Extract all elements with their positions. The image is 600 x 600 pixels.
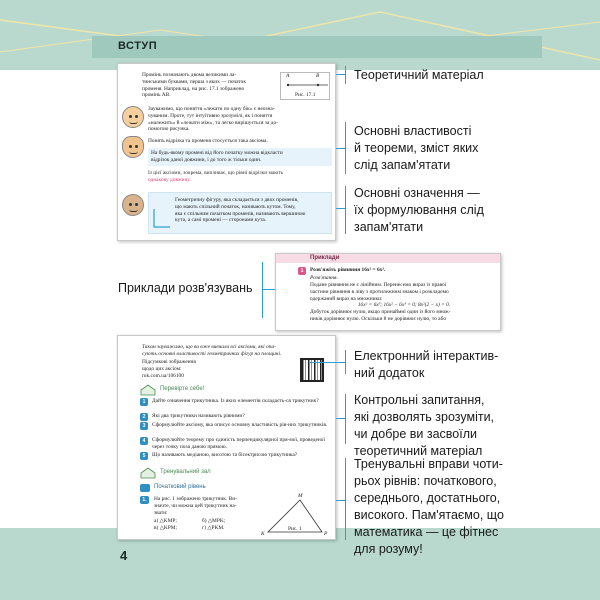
callout-theory: Теоретичний матеріал bbox=[354, 68, 484, 82]
figure-caption: Рис. 17.1 bbox=[295, 92, 316, 98]
level-title: Початковий рівень bbox=[154, 484, 206, 490]
callout-control: Контрольні запитання, які дозволять зрозуміти, чи добре ви засвоїли теоретичний матеріал bbox=[354, 393, 495, 458]
callout-connector bbox=[345, 458, 346, 540]
callout-connector bbox=[345, 66, 346, 84]
point-a-label: A bbox=[286, 73, 290, 79]
axiom-box: На будь-якому промені від його початку можна відкласти відрізок даної довжини, і до того ж тільки один. bbox=[148, 148, 332, 166]
teacher-avatar-icon bbox=[122, 136, 144, 158]
check-title: Перевірте себе! bbox=[160, 386, 205, 392]
callout-properties: Основні властивості й теореми, зміст яких слід запам'ятати bbox=[354, 124, 479, 172]
exercise-text: На рис. 1 зображено трикутник. Ви- значте, чи можна цей трикутник на- звати: bbox=[154, 496, 237, 516]
boy-avatar-icon bbox=[122, 194, 144, 216]
callout-definitions: Основні означення — їх формулювання слід запам'ятати bbox=[354, 186, 484, 234]
triangle-caption: Рис. 1 bbox=[288, 526, 302, 532]
definition-box bbox=[148, 192, 332, 234]
section-title: ВСТУП bbox=[118, 40, 158, 52]
angle-icon bbox=[152, 205, 172, 229]
exercise-options: а) △KMP; б) △MPK; в) △KPM; г) △PKM. bbox=[154, 518, 226, 531]
question-item: 1 Дайте означення трикутника. Із яких елементів складаєть-ся трикутник? bbox=[140, 398, 332, 413]
page-number: 4 bbox=[120, 548, 128, 563]
solution-text: Подане рівняння не є лінійним. Перенесемо вираз із правої частини рівняння в ліву з протилежним знаком і розкладемо одержаний вираз на множники: 16x² = 6x³; 16x² − 6x³ = 0; 8x²(2 − x) = 0. Добуток дорівнює нулю, якщо принаймні один із його множ- ників дорівнює нулю. Оскільки 8 не дорівнює нулю, то або bbox=[310, 282, 451, 322]
student-avatar-icon bbox=[122, 106, 144, 128]
example-page-excerpt bbox=[275, 253, 501, 331]
level-icon bbox=[140, 484, 150, 492]
trainer-title: Тренувальний зал bbox=[160, 469, 211, 475]
question-item: 4 Сформулюйте теорему про єдиність перпендикулярної пря-мої, проведеної через точку поза даною прямою. bbox=[140, 437, 332, 452]
section-bar bbox=[92, 36, 542, 58]
trainer-house-icon bbox=[140, 467, 156, 479]
solution-label: Розв'язання. bbox=[310, 275, 338, 281]
callout-interactive: Електронний інтерактив- ний додаток bbox=[354, 349, 499, 380]
callout-connector bbox=[345, 122, 346, 174]
question-list bbox=[140, 398, 332, 462]
example-badge: 1 bbox=[298, 267, 306, 275]
point-k-label: K bbox=[261, 531, 265, 537]
question-item: 5 Що називають медіаною, висотою та бісектрисою трикутника? bbox=[140, 452, 332, 462]
point-m-label: M bbox=[298, 493, 303, 499]
question-item: 2 Які два трикутники називають рівними? bbox=[140, 413, 332, 422]
point-p-label: P bbox=[324, 531, 328, 537]
callout-connector bbox=[262, 262, 263, 318]
exercises-page-excerpt bbox=[117, 335, 336, 540]
axiom-intro: Понять відрізка та променя стосується така аксіома. bbox=[148, 138, 268, 144]
example-tag: Приклади bbox=[310, 255, 340, 261]
check-house-icon bbox=[140, 384, 156, 396]
callout-connector bbox=[345, 186, 346, 234]
exercise-badge: 1. bbox=[140, 496, 149, 504]
question-item: 3 Сформулюйте аксіому, яка описує основну властивість рів-них трикутників. bbox=[140, 422, 332, 437]
bottom-intro: Таком зауважимо, що ви вже вивчали всі аксіоми, які опи- сують основні властивості геометричних фігур на площині. bbox=[142, 344, 282, 357]
example-task: Розв'яжіть рівняння 16x² = 6x³. bbox=[310, 267, 386, 273]
callout-connector bbox=[310, 362, 346, 363]
callout-connector bbox=[345, 394, 346, 444]
note-text: Зауважимо, що поняття «лежати по одну бік» є неозна- чуваним. Проте, тут інтуїтивно зрозумілі, як і поняття «належить» й «лежати між», та легко вирішується за до- помогою рисунка. bbox=[148, 106, 278, 133]
callout-connector bbox=[345, 350, 346, 374]
theory-page-excerpt bbox=[117, 63, 336, 241]
callout-examples: Приклади розв'язувань bbox=[118, 281, 253, 295]
ray-figure bbox=[280, 72, 330, 100]
consequence-text: Із цієї аксіоми, зокрема, випливає, що рівні відрізки мають однакову довжину. bbox=[148, 170, 284, 183]
resource-link[interactable]: Підсумкові зображення щодо цих аксіом: rok.com.ua/106100 bbox=[142, 359, 196, 379]
callout-connector bbox=[262, 289, 275, 290]
intro-text: Промінь позначають двома великими ла- тинськими буквами, перша з яких — початок променя. Наприклад, на рис. 17.1 зображено промінь AB. bbox=[142, 72, 246, 99]
callout-exercises: Тренувальні вправи чоти- рьох рівнів: початкового, середнього, достатнього, високого. Пам'ятаємо, що математика — це фітнес для розуму! bbox=[354, 457, 504, 556]
point-b-label: B bbox=[316, 73, 320, 79]
definition-text: Геометричну фігуру, яка складається з двох променів, що мають спільний початок, називають кутом. Тому, яка є спільним початком променів, називають вершиною кута, а самі промені — сторонами кута. bbox=[175, 197, 306, 224]
